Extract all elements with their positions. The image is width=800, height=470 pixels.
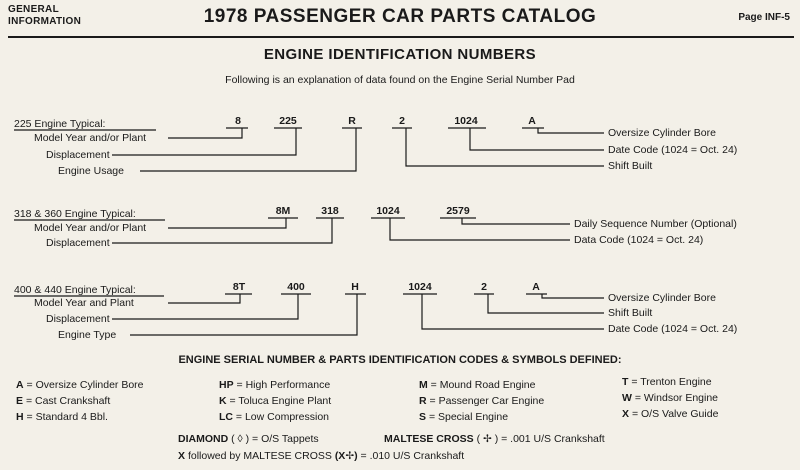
code-8m: 8M — [275, 205, 291, 217]
label-engine-usage: Engine Usage — [58, 165, 124, 177]
label-oversize-bore: Oversize Cylinder Bore — [608, 127, 716, 139]
code-entry: H = Standard 4 Bbl. — [16, 411, 108, 423]
label-shift-built: Shift Built — [608, 307, 653, 319]
code-r: R — [348, 115, 356, 127]
label-date-code: Date Code (1024 = Oct. 24) — [608, 144, 738, 156]
code-318: 318 — [321, 205, 339, 217]
label-model-year: Model Year and/or Plant — [34, 132, 147, 144]
x-label: X — [178, 450, 186, 462]
code-225: 225 — [279, 115, 297, 127]
code-8t: 8T — [232, 281, 246, 293]
diamond-definition: ( ◊ ) = O/S Tappets — [231, 433, 319, 445]
code-entry: W = Windsor Engine — [622, 392, 719, 404]
code-entry: E = Cast Crankshaft — [16, 395, 111, 407]
code-a: A — [528, 115, 536, 127]
x-symbol: (X✢) — [334, 450, 358, 462]
diagram-318-360 — [14, 205, 737, 249]
code-entry: HP = High Performance — [219, 379, 331, 391]
x-description: followed by MALTESE CROSS — [187, 450, 332, 462]
diagram-225-heading: 225 Engine Typical: — [14, 118, 106, 130]
code-2: 2 — [399, 115, 405, 127]
label-displacement: Displacement — [46, 237, 110, 249]
header-label-line2: INFORMATION — [8, 16, 82, 27]
code-8: 8 — [235, 115, 241, 127]
label-shift-built: Shift Built — [608, 160, 653, 172]
symbol-maltese-cross — [384, 433, 605, 445]
code-entry: LC = Low Compression — [219, 411, 330, 423]
diagram-318-heading: 318 & 360 Engine Typical: — [14, 208, 136, 220]
diagram-400-heading: 400 & 440 Engine Typical: — [14, 284, 136, 296]
code-entry: A = Oversize Cylinder Bore — [16, 379, 144, 391]
code-entry: R = Passenger Car Engine — [419, 395, 545, 407]
section-intro: Following is an explanation of data found on the Engine Serial Number Pad — [225, 74, 575, 86]
codes-column-1 — [16, 377, 144, 425]
label-model-year: Model Year and/or Plant — [34, 222, 147, 234]
label-oversize-bore: Oversize Cylinder Bore — [608, 292, 716, 304]
maltese-definition: ( ✢ ) = .001 U/S Crankshaft — [476, 433, 605, 445]
label-displacement: Displacement — [46, 313, 110, 325]
diagram-225 — [14, 115, 737, 177]
code-400: 400 — [287, 281, 305, 293]
codes-column-3 — [419, 377, 544, 425]
label-date-code: Date Code (1024 = Oct. 24) — [608, 323, 738, 335]
code-2579: 2579 — [446, 205, 470, 217]
diagram-400-440 — [14, 281, 737, 341]
code-entry: M = Mound Road Engine — [419, 379, 536, 391]
code-2: 2 — [481, 281, 487, 293]
code-h: H — [351, 281, 359, 293]
header-label-line1: GENERAL — [8, 4, 59, 15]
code-entry: K = Toluca Engine Plant — [219, 395, 332, 407]
label-model-year: Model Year and Plant — [34, 297, 134, 309]
code-1024: 1024 — [454, 115, 478, 127]
codes-column-4 — [622, 374, 718, 422]
code-entry: X = O/S Valve Guide — [622, 408, 719, 420]
label-engine-type: Engine Type — [58, 329, 117, 341]
x-definition: = .010 U/S Crankshaft — [360, 450, 465, 462]
code-1024: 1024 — [408, 281, 432, 293]
catalog-title: 1978 PASSENGER CAR PARTS CATALOG — [203, 6, 597, 27]
symbol-x-maltese — [178, 450, 464, 462]
code-entry: S = Special Engine — [419, 411, 509, 423]
label-displacement: Displacement — [46, 149, 110, 161]
codes-column-2 — [219, 377, 331, 425]
label-data-code: Data Code (1024 = Oct. 24) — [574, 234, 704, 246]
code-entry: T = Trenton Engine — [622, 376, 712, 388]
symbol-diamond — [178, 433, 319, 445]
codes-title: ENGINE SERIAL NUMBER & PARTS IDENTIFICATION CODES & SYMBOLS DEFINED: — [178, 354, 622, 366]
section-title: ENGINE IDENTIFICATION NUMBERS — [263, 46, 537, 63]
label-daily-sequence: Daily Sequence Number (Optional) — [574, 218, 737, 230]
code-a: A — [532, 281, 540, 293]
maltese-label: MALTESE CROSS — [384, 433, 474, 445]
page-number: Page INF-5 — [738, 12, 790, 23]
code-1024: 1024 — [376, 205, 400, 217]
diamond-label: DIAMOND — [178, 433, 229, 445]
